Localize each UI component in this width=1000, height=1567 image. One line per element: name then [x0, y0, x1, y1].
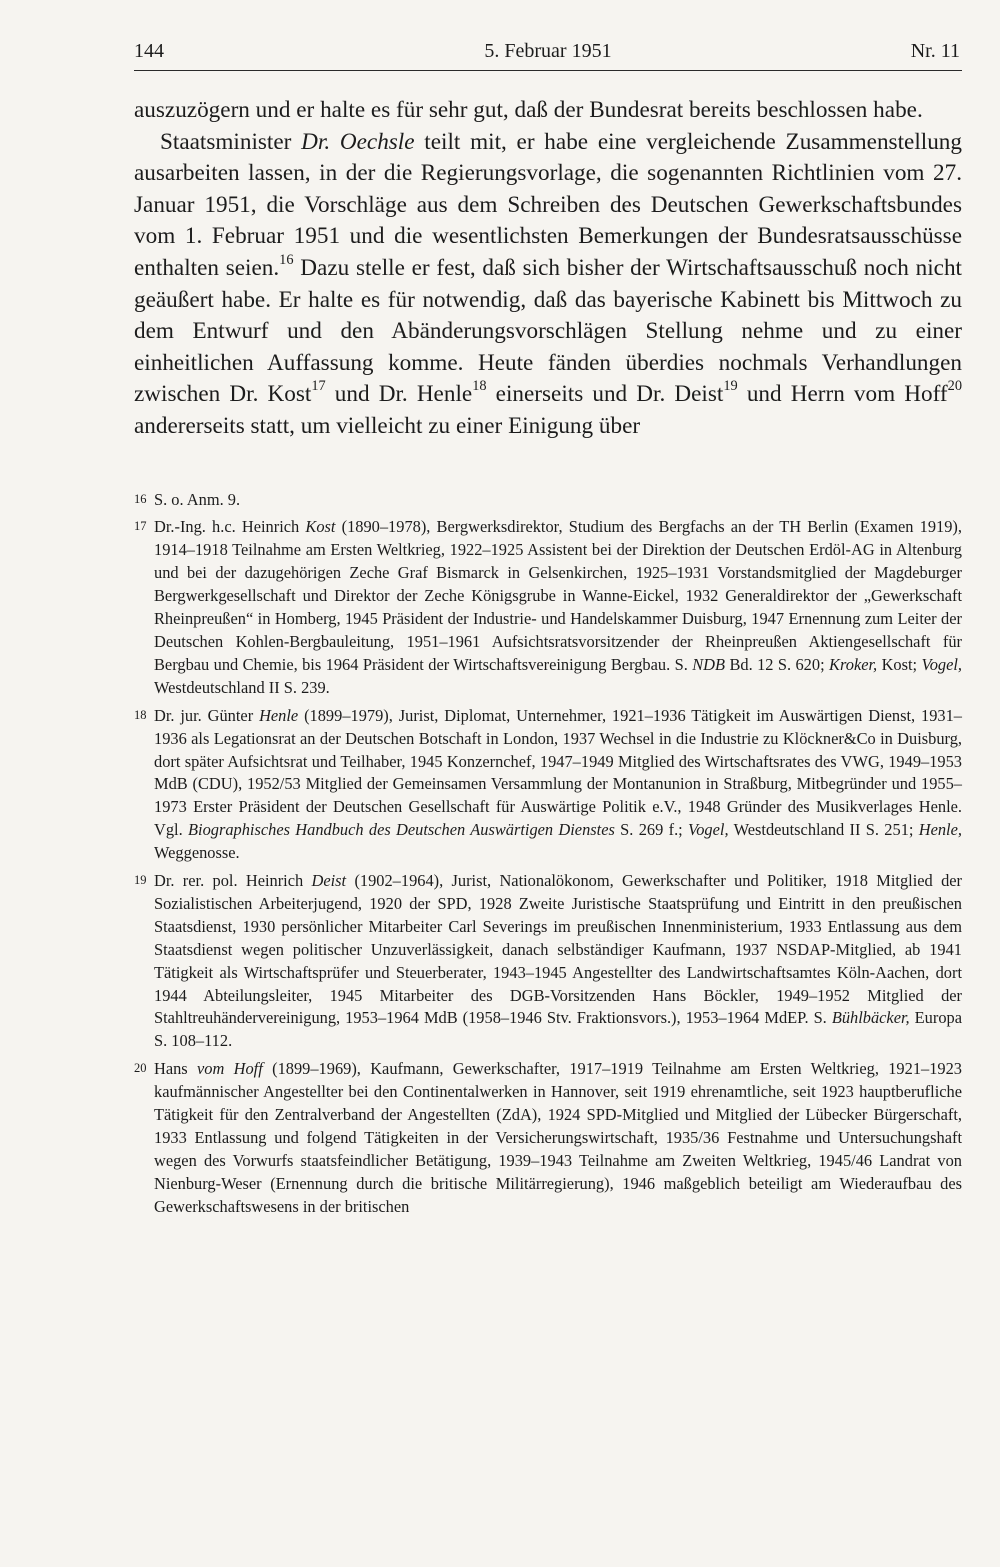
footnote-19 [134, 870, 962, 1053]
footnote-text: Hans [154, 1059, 198, 1079]
citation-author: Kroker, [829, 654, 878, 674]
footnote-text: Dr. rer. pol. Heinrich [154, 871, 312, 891]
footnote-text: (1902–1964), Jurist, Nationalökonom, Gewerkschafter und Politiker, 1918 Mitglied der Sozialistischen Arbeiterjugend, 1920 der SPD, 1928 Zweite Juristische Staatsprüfung und Eintritt in den preußischen Staatsdienst, 1930 persönlicher Mitarbeiter Carl Severings im preußischen Innenministerium, 1933 Entlassung aus dem Staatsdienst wegen politischer Unzuverlässigkeit, danach selbständiger Kaufmann, 1937 NSDAP-Mitglied, ab 1941 Tätigkeit als Wirtschaftsprüfer und Steuerberater, 1943–1945 Angestellter des Landwirtschaftsamtes Köln-Aachen, dort 1944 Abteilungsleiter, 1945 Mitarbeiter des DGB-Vorsitzenden Hans Böckler, 1949–1952 Mitglied der Stahltreuhändervereinigung, 1953–1964 MdB (1958–1946 Stv. Fraktionsvors.), 1953–1964 MdEP. S. [154, 871, 962, 1028]
footnote-number: 17 [134, 519, 147, 534]
citation-title: Biographisches Handbuch des Deutschen Auswärtigen Dienstes [188, 820, 615, 840]
document-page [134, 34, 962, 1224]
paragraph-1 [134, 95, 962, 127]
person-name-oechsle: Dr. Oechsle [301, 128, 415, 155]
footnotes [134, 489, 962, 1219]
citation-title: NDB [692, 654, 726, 674]
paragraph-2 [134, 127, 962, 443]
footnote-number: 20 [134, 1061, 147, 1076]
footnote-text: (1899–1979), Jurist, Diplomat, Unternehmer, 1921–1936 Tätigkeit im Auswärtigen Dienst, 1931–1936 als Legationsrat an der Deutschen Botschaft in London, 1937 Wechsel in die Industrie zu Klöckner&Co in Duisburg, dort später Aufsichtsrat und Teilhaber, 1945 Konzernchef, 1947–1949 Mitglied des Wirtschaftsrates des VWG, 1949–1953 MdB (CDU), 1952/53 Mitglied der Gemeinsamen Versammlung der Montanunion in Straßburg, Mitbegründer und 1955–1973 Erster Präsident der Deutschen Gesellschaft für Auswärtige Politik e.V., 1948 Gründer des Musikverlages Henle. Vgl. [154, 705, 962, 840]
header-issue: Nr. 11 [910, 40, 960, 62]
running-header [134, 34, 962, 70]
footnote-text: Weggenosse. [154, 843, 240, 863]
footnote-ref-18[interactable]: 18 [472, 378, 487, 395]
footnote-text: Westdeutschland II S. 251; [728, 820, 919, 840]
footnote-text: Dr.-Ing. h.c. Heinrich [154, 517, 306, 537]
footnote-text: Kost; [877, 654, 922, 674]
footnote-text: Westdeutschland II S. 239. [154, 677, 330, 697]
footnote-text: Bd. 12 S. 620; [725, 654, 830, 674]
footnote-18 [134, 705, 962, 865]
header-rule [134, 70, 962, 71]
footnote-ref-20[interactable]: 20 [947, 378, 963, 395]
main-text [134, 95, 962, 443]
footnote-17 [134, 516, 962, 699]
page-number: 144 [134, 40, 164, 62]
p2-text-a: Staatsminister [160, 128, 302, 155]
p2-text-b: teilt mit, er habe eine vergleichende Zusammenstellung ausarbeiten lassen, in der die Regierungsvorlage, die sogenannten Richtlinien vom 27. Januar 1951, die Vorschläge aus dem Schreiben des Deutschen Gewerkschaftsbundes vom 1. Februar 1951 und die wesentlichsten Bemerkungen der Bundesratsausschüsse enthalten seien. [134, 128, 962, 281]
footnote-ref-17[interactable]: 17 [311, 378, 326, 395]
footnote-20 [134, 1058, 962, 1218]
p2-text-c: Dazu stelle er fest, daß sich bisher der Wirtschaftsausschuß noch nicht geäußert habe. Er halte es für notwendig, daß das bayerische Kabinett bis Mittwoch zu dem Entwurf und den Abänderungsvorschlägen Stellung nehme und zu einer einheitlichen Auffassung komme. Heute fänden überdies nochmals Verhandlungen zwischen Dr. Kost [134, 254, 962, 408]
footnote-text: Europa S. 108–112. [154, 1008, 963, 1051]
footnote-text: S. o. Anm. 9. [154, 489, 241, 509]
person-name: Henle [259, 705, 299, 725]
footnote-number: 16 [134, 491, 147, 506]
citation-author: Henle, [918, 820, 962, 840]
person-name: Deist [311, 871, 347, 891]
footnote-text: S. 269 f.; [614, 820, 689, 840]
paragraph-1-text: auszuzögern und er halte es für sehr gut, daß der Bundesrat bereits beschlossen habe. [134, 97, 923, 123]
footnote-number: 18 [134, 707, 147, 722]
citation-author: Vogel, [688, 820, 729, 840]
footnote-ref-19[interactable]: 19 [723, 378, 738, 395]
header-date: 5. Februar 1951 [484, 40, 612, 62]
citation-author: Vogel, [921, 654, 963, 674]
footnote-text: (1890–1978), Bergwerksdirektor, Studium des Bergfachs an der TH Berlin (Examen 1919), 1914–1918 Teilnahme am Ersten Weltkrieg, 1922–1925 Assistent bei der Direktion der Deutschen Erdöl-AG in Altenburg und bei der dazugehörigen Zeche Graf Bismarck in Gelsenkirchen, 1925–1931 Vorstandsmitglied der Magdeburger Bergwerkgesellschaft und Direktor der Zeche Königsgrube in Wanne-Eickel, 1932 Generaldirektor der „Gewerkschaft Rheinpreußen“ in Homberg, 1945 Präsident der Industrie- und Handelskammer Duisburg, 1947 Ernennung zum Leiter der Deutschen Kohlen-Bergbauleitung, 1951–1961 Aufsichtsratsvorsitzender der Rheinpreußen Aktiengesellschaft für Bergbau und Chemie, bis 1964 Präsident der Wirtschaftsvereinigung Bergbau. S. [154, 517, 962, 674]
p2-text-e: einerseits und Dr. Deist [486, 381, 724, 408]
person-name: Kost [305, 517, 336, 537]
footnote-text: Dr. jur. Günter [154, 705, 260, 725]
p2-text-d: und Dr. Henle [325, 381, 473, 408]
footnote-number: 19 [134, 873, 147, 888]
person-name: vom Hoff [197, 1059, 263, 1079]
citation-author: Bühlbäcker, [831, 1008, 910, 1028]
footnote-ref-16[interactable]: 16 [279, 252, 294, 269]
footnote-16 [134, 489, 962, 512]
footnote-text: (1899–1969), Kaufmann, Gewerkschafter, 1917–1919 Teilnahme am Ersten Weltkrieg, 1921–1923 kaufmännischer Angestellter bei den Continentalwerken in Hannover, seit 1919 ehrenamtliche, seit 1923 hauptberufliche Tätigkeit für den Zentralverband der Angestellten (ZdA), 1924 SPD-Mitglied und Mitglied der Lübecker Bürgerschaft, 1933 Entlassung und folgend Tätigkeiten in der Versicherungswirtschaft, 1935/36 Festnahme und Untersuchungshaft wegen des Vorwurfs staatsfeindlicher Betätigung, 1939–1943 Teilnahme am Zweiten Weltkrieg, 1945/46 Landrat von Nienburg-Weser (Ernennung durch die britische Militärregierung), 1946 maßgeblich beteiligt am Wiederaufbau des Gewerkschaftswesens in der britischen [154, 1059, 962, 1216]
p2-text-f: und Herrn vom Hoff [737, 381, 948, 408]
p2-text-g: andererseits statt, um vielleicht zu einer Einigung über [134, 412, 641, 439]
